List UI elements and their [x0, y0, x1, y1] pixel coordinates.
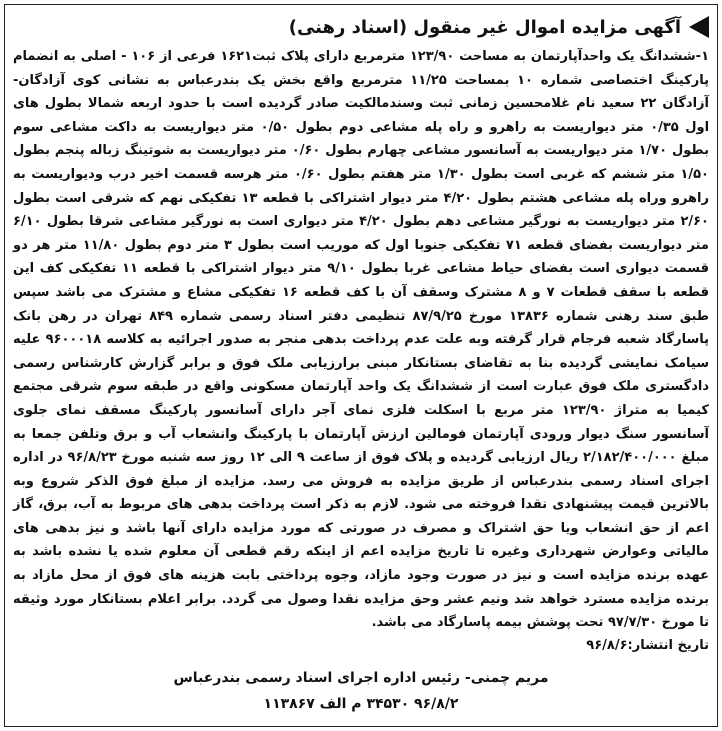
notice-title: آگهی مزایده اموال غیر منقول (اسناد رهنی): [288, 16, 681, 38]
notice-box: [4, 4, 718, 727]
footer-code: ۹۶/۸/۲ ۳۴۵۳۰ م الف ۱۱۳۸۶۷: [263, 695, 459, 712]
arrow-bullet-icon: [689, 16, 709, 38]
signature-line: مریم چمنی- رئیس اداره اجرای اسناد رسمی بندرعباس: [173, 669, 549, 686]
publish-date: تاریخ انتشار:۹۶/۸/۶: [586, 637, 709, 653]
notice-body: ۱-ششدانگ یک واحدآپارتمان به مساحت ۱۲۳/۹۰ مترمربع دارای پلاک ثبت۱۶۲۱ فرعی از ۱۰۶ - اصلی به انضمام پارکینگ اختصاصی شماره ۱۰ بمساحت ۱۱/۲۵ مترمربع واقع بخش یک بندرعباس به نشانی کوی آزادگان-آزادگان ۲۲ سعید نام غلامحسین زمانی ثبت وسندمالکیت صادر گردیده است با حدود اربعه شمالا بطول های اول ۰/۳۵ متر دیواریست به راهرو و راه پله مشاعی دوم بطول ۰/۵۰ متر دیواریست به داکت مشاعی سوم بطول ۱/۷۰ متر دیواریست به آسانسور مشاعی چهارم بطول ۰/۶۰ متر دیواریست به شوتینگ زباله پنجم بطول ۱/۵۰ متر ششم که غربی است بطول ۱/۳۰ متر هفتم بطول ۰/۶۰ متر هرسه قسمت اخیر درب ودیواریست به راهرو وراه پله مشاعی هشتم بطول ۴/۲۰ متر دیوار اشتراکی با قطعه ۱۳ تفکیکی نهم که شرقی است بطول ۲/۶۰ متر دیواریست به نورگیر مشاعی دهم بطول ۴/۲۰ متر دیواری است به نورگیر مشاعی شرقا بطول ۶/۱۰ متر دیواریست بفضای قطعه ۷۱ تفکیکی جنوبا اول که موریب است بطول ۳ متر دوم بطول ۱۱/۸۰ متر هر دو قسمت دیواری است بفضای حیاط مشاعی غربا بطول ۹/۱۰ متر دیوار اشتراکی با قطعه ۱۱ تفکیکی کف این قطعه با سقف قطعات ۷ و ۸ مشترک وسقف آن با کف قطعه ۱۶ تفکیکی مشاع و مشترک می باشد سپس طبق سند رهنی شماره ۱۳۸۳۶ مورخ ۸۷/۹/۲۵ تنظیمی دفتر اسناد رسمی شماره ۸۴۹ تهران در رهن بانک پاسارگاد شعبه فرجام قرار گرفته وبه علت عدم پرداخت بدهی منجر به صدور اجرائیه به کلاسه ۹۶۰۰۰۱۸ علیه سیامک نمایشی گردیده بنا به تقاضای بستانکار مبنی برارزیابی ملک فوق و برابر گزارش کارشناس رسمی دادگستری ملک فوق عبارت است از ششدانگ یک واحد آپارتمان مسکونی واقع در طبقه سوم شرقی مجتمع کیمیا به متراژ ۱۲۳/۹۰ متر مربع با اسکلت فلزی نمای آجر دارای آسانسور پارکینگ مسقف نمای جلوی آسانسور سنگ دیوار ورودی آپارتمان فومالین ارزش آپارتمان با پارکینگ وانشعاب آب و برق وتلفن جمعا به مبلغ ۲/۱۸۲/۴۰۰/۰۰۰ ریال ارزیابی گردیده و پلاک فوق از ساعت ۹ الی ۱۲ روز سه شنبه مورخ ۹۶/۸/۲۳ در اداره اجرای اسناد رسمی بندرعباس از طریق مزایده به فروش می رسد. مزایده از مبلغ فوق الذکر شروع وبه بالاترین قیمت پیشنهادی نقدا فروخته می شود. لازم به ذکر است پرداخت بدهی های مربوط به آب، برق، گاز اعم از حق انشعاب ویا حق اشتراک و مصرف در صورتی که مورد مزایده دارای آنها باشد و نیز بدهی های مالیاتی وعوارض شهرداری وغیره تا تاریخ مزایده اعم از اینکه رقم قطعی آن معلوم شده یا نشده باشد به عهده برنده مزایده است و نیز در صورت وجود مازاد، وجوه پرداختی بابت هزینه های فوق از محل مازاد به برنده مزایده مسترد خواهد شد ونیم عشر وحق مزایده نقدا وصول می گردد. برابر اعلام بستانکار مورد وثیقه تا مورخ ۹۷/۷/۳۰ تحت پوشش بیمه پاسارگاد می باشد.: [13, 49, 710, 631]
title-row: [13, 11, 709, 43]
